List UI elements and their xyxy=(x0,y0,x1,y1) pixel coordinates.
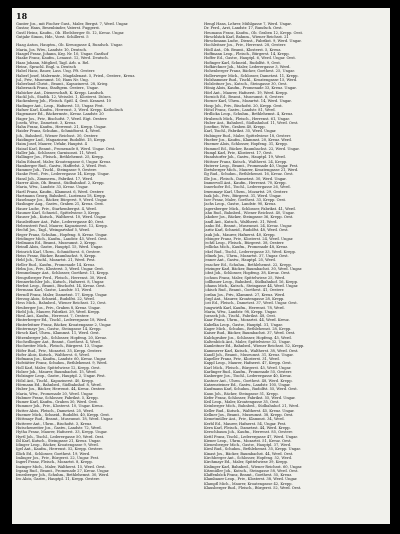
directory-entry: Jaritz Karl, Schneid., Rudolfst. 48, Werd. Oest. xyxy=(204,228,289,233)
directory-entry: Habel Hans, Bauer, Lass. Ung. Pft. Oesterr. xyxy=(16,69,96,74)
directory-entry: Isak Joh., Priv., Bürgerst. 31, Werd. Ungar. xyxy=(204,193,282,198)
directory-entry: Irnesberger Joh., Schuhm., Bethlehemst. 30, Werd. xyxy=(16,473,110,478)
directory-entry: Kellner Jos., Beamt., Museumst. 38, Krepp. Oest. xyxy=(204,413,294,418)
directory-entry: Halm Eduard, Maler, Kroatengasse 6, Ungar. Kreuz. xyxy=(16,159,112,164)
directory-entry: Immervoll Ant., Kaufm., Herrenst. 70, Krepp. xyxy=(204,180,287,185)
directory-entry: Holl Karl, Maler, Spittelwiese 12, Krepp. Oest. xyxy=(16,365,101,370)
directory-entry: Jodlbauer Leop., Bahnbed., Südbahnhof. 16, Krepp. xyxy=(204,279,299,284)
directory-entry: Ibetsberger Mich., Maurer, Kroatengasse 21, Werd. xyxy=(204,168,299,173)
directory-entry: Hallinger Jos., Fleisch., Bethlehemst. 25, Krepp. xyxy=(16,155,104,160)
directory-entry: Hrubesch Mich., Fleisch., Herrenst. 61, Ungar. xyxy=(204,116,290,121)
directory-entry: Jokisch Rud., Beamt., Goethest. 41, Oesterr. xyxy=(204,288,285,293)
directory-entry: Herzog Alois, Schneid., Rudolfst. 22, Werd. xyxy=(16,297,95,301)
directory-entry: Hofstätter Franz, Schuhm., Bethlehemst. 9, Werd. xyxy=(16,361,108,366)
directory-entry: Jagersberger Mich., Schlosser, Fabrikst. 41, Werd. xyxy=(204,206,296,211)
directory-entry: Hackenberg Joh., Fleisch. Spitl. 4, Oest. Kranzst. 10 xyxy=(16,99,111,104)
directory-entry: Humpl Karl, Priv., Klosterst. 17, Oest. xyxy=(204,150,273,155)
directory-entry: Innerhofer Ed., Tischl., Lederergasse 26, Werd. xyxy=(204,185,291,190)
directory-entry: Irgang Rud., Beamt., Promenade 27, Kreuz. Ungar. xyxy=(16,468,110,473)
directory-entry: Kastner Ant., Uhrm., Goethest. 48, Werd. Krepp. xyxy=(204,378,293,383)
directory-entry: Hermann Karl, Gastw., Landstr. 51, Werd. xyxy=(16,288,93,293)
directory-entry: Hummer Joh., Priv., Klosterst. 10, Ungar. Kreuz. xyxy=(16,404,104,409)
directory-entry: Ilg Rud., Schuhm., Bethlehemst. 16, Kreuz. Oest. xyxy=(204,172,294,177)
directory-entry: Johann Mich., Kutsch., Steingasse 44, Werd. Ungar. xyxy=(204,284,299,289)
directory-entry: Jetzinger Karl, Bäcker, Baumbachst. 30, Werd. Ungar. xyxy=(204,266,303,271)
directory-entry: Joh., Bahnbed., Wiener Reichsst. 30, Oesterr. xyxy=(16,133,99,138)
directory-entry: Haselmayr Jos., Bäcker, Bürgerst. 9, Werd. Ungar. xyxy=(16,198,108,203)
directory-entry: Inzinger Mich., Maler, Waltherst. 15, Werd. Oest. xyxy=(16,464,106,469)
right-column xyxy=(204,22,386,522)
directory-entry: Igel Ant., Kaufm., Herrenst. 52, Krepp. Oesterr. xyxy=(16,447,103,452)
directory-entry: Hubmer Franz, Schlosser, Fabrikst. 5, Krepp. xyxy=(16,395,99,400)
directory-entry: Kalchgruber Jos., Schlosser, Hopfeng. 45, Werd. xyxy=(204,335,292,340)
directory-entry: Höfer Rud., Priv., Mozartst. 35, Krepp. Oesterr. xyxy=(16,348,103,353)
directory-entry: Hiesl Ant., Kaufm., Herrenst. 7, Oesterr. xyxy=(16,314,90,319)
directory-entry: Kinast Jos., Bäcker, Baumbachst. 44, Werd. Oest. xyxy=(204,451,294,456)
directory-entry: Gustav, Hans, Besenbinder, Vaterst. Fuggerst. xyxy=(16,26,100,31)
directory-entry: Kaun Joh., Bäcker, Steingasse 51, Krepp. xyxy=(204,391,279,396)
directory-entry: Hummel Ed., Bäcker, Baumbachst. 22, Werd. Ungar. xyxy=(204,146,300,151)
directory-entry: Hadinger Ant., Leop., Hafnerst. 15, Ungar. Fest. xyxy=(16,103,104,108)
directory-entry: Jordan Jos., Priv., Klammst. 27, Kreuz. Werd. xyxy=(204,292,286,297)
directory-entry: Maria, Wtw., Landstr. 98, Krepp. Ungar. xyxy=(204,309,277,314)
directory-entry: Hirschbäck Karl, Bahnm., Wiener Reichsst. 21 xyxy=(204,34,289,39)
directory-entry: Jochum Franz, Maler, Spittelwiese 25, Werd. xyxy=(204,275,286,280)
directory-entry: Jandl Ant., Kutsch., Waltherst. 31, Werd. xyxy=(204,219,278,224)
directory-entry: Ille Jos., Fleisch., Dametzst. 30, Werd. Ungar. xyxy=(204,176,287,181)
directory-entry: Huemer Mich., Schneid., Rudolfst. 40, Krepp. Oest. xyxy=(16,413,110,418)
directory-entry: Kaufmann Karl, Schuhm., Rudolfst. 55, Werd. Oest. xyxy=(204,387,298,392)
directory-entry: Heinr., Sprachl. Engl. u. Deutsch xyxy=(16,64,76,69)
directory-entry: Huterer Leop., Beamt., Promenade 40, Ungar. Fest. xyxy=(204,163,299,168)
directory-entry: Holzhammer Rud., Tischl., Kroatengasse 15, Werd. xyxy=(204,77,298,82)
directory-entry: Hanke Ferd., Priv., Lederergasse 14, Krepp. Ungar. xyxy=(16,172,110,177)
directory-entry: Holzer Joh., Maurer, Baumbachst. 15, Werd. xyxy=(16,370,97,375)
directory-entry: Hüttner Franz, Kutsch., Waltherst. 24, Krepp. xyxy=(204,159,288,164)
directory-entry: Hansl Joh., Zimmerm., Fabrikst. 17, Werd. xyxy=(16,176,94,181)
directory-entry: Hemmelmayr Ant., Schlosser, Goethest. 11, Krepp. xyxy=(16,271,109,276)
directory-entry: Hager Jos., Priv., Bischofst. 7, Werd. Eigt. Oesterr. xyxy=(16,116,108,121)
directory-entry: Hubinger Rud., Maler, Spittelwiese 18, Oesterr. xyxy=(204,133,291,138)
directory-entry: Maria, Jos. Wtw., Landstr. 10, Deutsch. xyxy=(16,47,87,52)
directory-entry: Huemer Alois, Schlosser, Hopfeng. 31, Krepp. xyxy=(204,142,288,147)
directory-entry: Kamleitner Ed., Bahnbed., Wiener Reichsst. 52, Krepp. xyxy=(204,344,305,349)
directory-entry: Hölzl Ant., Tischl., Kapuzinerst. 40, Krepp. xyxy=(16,378,94,383)
directory-entry: Haas Johann, Mitglied, Tagl. Arb. u. Rel. xyxy=(16,60,90,65)
directory-entry: Karl, Tischl., Fabrikst. 35, Werd. Ungar. xyxy=(204,129,277,134)
directory-entry: Kammerer Karl, Kutsch., Waltherst. 38, Werd. Oest. xyxy=(204,348,299,353)
directory-entry: Heidinger Mich., Kaufm., Landstr. 45, Werd. Oest. xyxy=(16,236,108,241)
directory-entry: Haim Josef, Maurer, Urfahr, Hauptst. 4 xyxy=(16,142,87,147)
directory-entry: Kemetmüller Ant., Priv., Klammst. 34, Werd. xyxy=(204,417,285,422)
directory-entry: Keil Leop., Maler, Kroatengasse 35, Oest. xyxy=(204,400,280,405)
directory-entry: Kappl Leop., Maurer, Hafnerst. 47, Krepp. Oest. xyxy=(204,361,292,366)
directory-entry: Hofkirchner Joh., Maler, Lederergasse 3, Werd. xyxy=(204,64,291,69)
directory-entry: Ibl Karl, Kutsch., Steingasse 21, Kreuz. Ungar. xyxy=(16,438,101,443)
directory-entry: Hamberger Rud., Gastw., Hafferlst. 2, Werd. Fest. xyxy=(16,163,107,168)
directory-entry: Jebinger Franz, Priv., Klosterst. 24, Werd. Ungar. xyxy=(204,236,294,241)
directory-entry: Horner Karl, Uhrm., Mozartst. 14, Werd. Ungar. xyxy=(204,99,292,104)
directory-entry: Hahn Franz, Kaufm., Herrenst. 21, Krepp. Ungar. xyxy=(16,125,107,130)
directory-entry: Herbst Leop., Beamt., Bischofst. 14, Kreuz. Oest. xyxy=(16,284,106,289)
directory-entry: Kapeller Franz, Priv., Klosterst. 31, Werd. xyxy=(204,357,280,362)
directory-entry: Hyrtl Joh., Tischl., Lederergasse 50, Werd. Oest. xyxy=(16,434,105,439)
directory-entry: Kiener Leop., Uhrm., Mozartst. 51, Kreuz. Oest. xyxy=(204,438,292,443)
directory-entry: Iser Franz, Maler, Goethest. 33, Krepp. Oest. xyxy=(204,198,287,203)
directory-entry: Josefine, Wtw., Graben 40, Krepp. xyxy=(204,125,266,130)
directory-entry: Kabelka Leop., Gastw., Hauptpl. 31, Ungar. xyxy=(204,322,283,327)
directory-entry: Haslinger Aug., Gastw., Graben 21, Kreuz. Oest. xyxy=(16,202,104,207)
directory-entry: Haake Franz, Kaufm., Lenaust. 12, Werd. Deutsch. xyxy=(16,56,109,61)
directory-entry: Karl Mich., Fleisch., Bürgerst. 45, Werd. Ungar. xyxy=(204,365,292,370)
directory-entry: Humer Karl, Kaufm., Graben 30, Werd. Oest. xyxy=(16,400,98,405)
directory-entry: Keinberger Mich., Bahnbed., Südbahnhof. 21, Werd. xyxy=(204,404,300,409)
page-number: 18 xyxy=(16,11,28,21)
directory-entry: Heuberger Jos., Priv., Graben 8, Kreuz. Ungar. xyxy=(16,305,101,310)
directory-entry: Klausberger Rud., Fleisch., Bürgerst. 52, Werd. Oest. xyxy=(204,486,302,491)
directory-entry: Kern Karl, Fleisch., Dametzst. 44, Werd. Krepp. xyxy=(204,425,291,430)
directory-entry: Hess Mich., Bahnbed., Wiener Reichsst. 12, Oest. xyxy=(16,301,107,306)
directory-entry: Hammer Joh., Tischl., Steingasse 9, Oesterr. xyxy=(16,168,97,173)
directory-entry: Heller Rud., Kaufm., Promenade 14, Kreuz. xyxy=(16,262,96,267)
directory-entry: Jachs Leop., Gastw., Landstr. 90, Kreuz. xyxy=(204,202,277,207)
directory-entry: Dr. Ferd., Arzt, Landstr. 17, Rundsch. Oest. xyxy=(204,26,283,31)
directory-entry: Hausleithner Ant., Fabr., Lederergasse 40, Oest. xyxy=(16,219,105,224)
directory-entry: Jesacher Ed., Schuhm., Bethlehemst. 22, Krepp. xyxy=(204,262,292,267)
directory-entry: Jul., Priv., Museumst. 10, Hans Nr. Ung. xyxy=(16,77,89,82)
directory-entry: Jechtl Leop., Fleisch., Bürgerst. 38, Oesterr. xyxy=(204,241,285,246)
directory-entry: Hofinger Karl, Schneid., Rudolfst. 9, Oest. xyxy=(204,60,281,65)
directory-entry: Hosp Joh., Priv., Bischofst. 20, Krepp. Oest. xyxy=(204,103,283,108)
directory-entry: Jobst Joh., Schlosser, Hopfeng. 38, Kreuz. Oest. xyxy=(204,271,291,276)
directory-entry: Hackl Joh., Stadtk. 12, Weisslst. 1, Klosterst. Diözes. xyxy=(16,95,112,100)
directory-entry: Hutter Alois, Fleisch., Dametzst. 25, Werd. xyxy=(16,408,94,413)
directory-entry: Kager Mich., Schuhm., Bethlehemst. 28, Krepp. xyxy=(204,327,292,332)
directory-entry: Kandl Joh., Beamt., Museumst. 31, Kreuz. Ungar. xyxy=(204,352,294,357)
directory-entry: Heumann Franz, Kaufm., Ob. Graben 12, Krepp. Oest. xyxy=(204,30,304,35)
directory-entry: Karlinger Rud., Kaufm., Promenade 55, Oesterr. xyxy=(204,370,292,375)
directory-entry: Hollerweger Mich., Schlosser, Dametzst. 11, Krepp. xyxy=(204,73,299,78)
directory-entry: Jost Ed., Fleisch., Dametzst. 37, Werd. Ungar. Oest. xyxy=(204,301,298,306)
directory-entry: Hüttmayr Rud., Beamt., Museumst. 18, Werd. Ungar. xyxy=(16,417,113,422)
directory-entry: Haberland Christ., Beamt., Kapuzinerst. 28, Krieg. xyxy=(16,82,109,87)
directory-entry: Held Joh., Tischl., Mozartst. 21, Werd. Fest. xyxy=(16,258,96,263)
directory-entry: Hochleitner Jos., Priv., Herrenst. 28, Oesterr. xyxy=(204,43,287,48)
directory-entry: Hueber Jos., Kaufm., Klammst. 20, Kreuz. Werd. xyxy=(204,138,292,143)
directory-entry: Habersack Franz, Stadtgem. Oesterr., Ungar. xyxy=(16,86,99,91)
directory-entry: Heinrich Karl, Uhrm., Schmidtorst. 6, Oesterr. xyxy=(16,249,101,254)
directory-entry: Hutterer Ant., Uhrm., Bischofst. 3, Kreuz. xyxy=(16,421,93,426)
directory-entry: Kienesberger Mich., Gastw., Hauptpl. 37, Werd. xyxy=(204,443,292,448)
directory-entry: Holzinger Leop., Gastw., Hauptpl. 2, Ungar. Fest. xyxy=(16,374,106,379)
directory-entry: Hoffmann Leop., Fleisch., Bürgerst. 14, Krepp. xyxy=(204,52,290,57)
directory-entry: Janko Ed., Beamt., Museumst. 24, Kreuz. Ungar. xyxy=(204,223,293,228)
directory-entry: Gustl Heinz, Kaufm., Ob. Ebelsberger St. 12, Kreuz. Ungar. xyxy=(16,30,125,35)
directory-entry: Imlinger Jos., Priv., Bürgerst. 22, Ungar. Fest. xyxy=(16,455,100,460)
directory-entry: Gutjahr Simon, Hdr., Vorst. Schillerst. 5 xyxy=(16,34,89,39)
directory-entry: Klaffenböck Franz, Beamt., Goethest. 55, Kreuz. xyxy=(204,473,293,478)
directory-entry: Hirschmann Ludw., Dienst., Fabrikst. 9, Werd. Ungar. xyxy=(204,39,302,44)
directory-entry: Hinterleitner Franz, Bäcker, Kroatengasse 2, Ungar. xyxy=(16,322,112,327)
directory-entry: Kasberger Jos., Tischl., Lederergasse 40, Kreuz. xyxy=(204,374,292,379)
directory-entry: Habicher Ant., Dienerschaft, K. Krepp. Landsch. xyxy=(16,90,105,95)
directory-entry: Haagel Franz, Johann, Krg. Nr. 10, Ungar. Gasthof xyxy=(16,52,109,57)
directory-entry: Ingerl Franz, Fleisch., Mozartst. 8, Krepp. xyxy=(16,460,93,465)
directory-entry: Kitzmüller Joh., Kutsch., Steingasse 58, Werd. Oest. xyxy=(204,468,299,473)
directory-entry: Irxenmayr Karl, Uhrm., Mozartst. 29, Oesterr. xyxy=(204,189,289,194)
directory-entry: Klambauer Leop., Priv., Klosterst. 38, Werd. Ungar. xyxy=(204,477,298,482)
directory-entry: Kaar Franz, Uhrm., Mozartst. 44, Werd. Kreuz. xyxy=(204,318,290,323)
directory-entry: Haberl Josef, Malermstr., Magdalenast. 5, Fried., Oesterr., Kreuz. xyxy=(16,73,136,78)
directory-entry: Herndl Franz, Maler, Dametzst. 17, Krepp. Ungar. xyxy=(16,292,108,297)
directory-entry: Hengl Hans, Lehrer, Mühlgasse 7, Werd. Ungar. xyxy=(204,22,292,26)
directory-entry: Keller Rud., Kutsch., Waltherst. 45, Kreuz. Ungar. xyxy=(204,408,295,413)
directory-entry: Hochreiter Mich., Fleisch., Bürgerst. 13, Ungar. xyxy=(16,344,104,349)
left-column xyxy=(16,22,198,522)
directory-entry: Kaltenböck Ant., Maler, Spittelwiese 32, Ungar. xyxy=(204,339,291,344)
directory-entry: Haumer Karl, Schneid., Spittelwiese 3, Krepp. xyxy=(16,211,101,216)
directory-entry: Kettl Franz, Tischl., Lederergasse 47, Werd. Ungar. xyxy=(204,434,298,439)
directory-entry: Hartmann Georg, Bahnbed., Lustenau 18, Krepp. xyxy=(16,193,107,198)
directory-entry: Hennerbichler Joh., Kutsch., Hafnerst. 8, Ungar. xyxy=(16,279,105,284)
directory-entry: Helm Jos., Priv., Klosterst. 3, Werd. Ungar. Oest. xyxy=(16,266,104,271)
directory-entry: Hoffer Ed., Gastw., Hauptpl. 6, Werd. Ungar. Oest. xyxy=(204,56,296,61)
directory-entry: Hirsch Karl, Uhrm., Klammst. 11, Werd. Oest. xyxy=(16,331,100,336)
directory-entry: Heiss Franz, Bäcker, Baumbachst. 9, Krepp. xyxy=(16,254,97,259)
directory-entry: Kerschbaum Joh., Kaufm., Herrenst. 85, Oesterr. xyxy=(204,430,293,435)
directory-entry: Jurasek Joh., Tischl., Fabrikst. 48, Oest. xyxy=(204,314,277,319)
directory-entry: Josefa, Wtw., Dametzst. 3, Kreuz. xyxy=(16,120,77,125)
directory-entry: Illich Ed., Schlosser, Goethest. 19, Werd. xyxy=(16,451,91,456)
directory-entry: Hafner Karl, Kaufm., Herrenst. 3, Werd. Krepp. Katholisch xyxy=(16,107,123,112)
directory-entry: Jekel Rud., Tischl., Lederergasse 33, Werd. Krepp. xyxy=(204,249,296,254)
directory-entry: Hörl Ant., Maurer, Hafnerst. 19, Werd. Krepp. xyxy=(204,90,288,95)
directory-entry: Hörmann Ed., Bahnbed., Südbahnhof. 8, Werd. xyxy=(16,382,102,387)
directory-entry: Hauser Joh., Kutsch., Waltherst. 10, Werd. Ungar. xyxy=(16,215,107,220)
directory-entry: Jedlicka Mich., Kaufm., Promenade 48, Kreuz. xyxy=(204,245,289,250)
directory-entry: Kirchberger Ant., Schlosser, Hopfeng. 52, Werd. xyxy=(204,455,293,460)
directory-entry: Gunter Jos., mit Fischer Gust., Maler, Bergst. 7, Werd. Ungar. xyxy=(16,22,129,26)
directory-entry: Kaiser Rud., Bäcker, Baumbachst. 37, Werd. Oest. xyxy=(204,331,296,336)
directory-entry: Haidinger Lud., Magazineur, Rudolfst. 15, Krepp. xyxy=(16,138,107,143)
directory-entry: Kislinger Karl, Bahnbed., Wiener Reichsst. 60, Ungar. xyxy=(204,464,303,469)
directory-entry: Hofer Alois, Kutsch., Waltherst. 6, Werd. xyxy=(16,352,90,357)
directory-entry: Hönig Alois, Kaufm., Promenade 33, Kreuz. Ungar. xyxy=(204,86,297,91)
directory-entry: Jörgl Ant., Maurer, Kroatengasse 28, Krepp. xyxy=(204,297,285,301)
directory-entry: Klampfl Mich., Maurer, Kroatengasse 42, Krepp. xyxy=(204,481,293,486)
directory-entry: Hauer Ludw., Priv., Starhembergst. 4, Werd. xyxy=(16,206,97,211)
directory-entry: Maria, Wtw., Promenade 20, Werd. Ungar. xyxy=(16,391,94,396)
directory-entry: Kirchmayr Ed., Maler, Spittelwiese 39, Krepp. xyxy=(204,460,288,465)
directory-entry: Maria, Wtw., Landstr. 33, Kreuz. Ungar. xyxy=(16,185,89,190)
directory-entry: Hohenberger Franz, Bäcker, Goethest. 25, Ungar. xyxy=(204,69,295,74)
directory-entry: Hinterberger Ed., Tischl., Lederergasse 18, Werd. xyxy=(16,318,108,323)
directory-entry: Hechtl Jos., Tagl., Weingartshof 5, Werd. xyxy=(16,228,90,233)
directory-entry: Hutschenreiter Jos., Gastw., Landstr. 72, Werd. xyxy=(16,425,102,430)
directory-entry: Kefer Franz, Schlosser, Fabrikst. 55, Werd. Ungar. xyxy=(204,395,296,400)
directory-entry: Haag Anton, Hauptm., Ob. Kreuzgasse 4, Rundsch. Ungar. xyxy=(16,43,123,48)
directory-entry: Jauk Joh., Maurer, Hafnerst. 40, Krepp. xyxy=(204,232,276,237)
directory-entry: Hagenauer Ed., Bäckermstr., Kreuz. Landstr. 20 xyxy=(16,112,104,117)
directory-entry: Jelinek Jos., Uhrm., Mozartst. 37, Ungar. Oest. xyxy=(204,254,289,259)
directory-entry: Hundstorfer Joh., Gastw., Hauptpl. 19, Werd. xyxy=(204,155,286,160)
directory-entry: Hintermayr Jos., Gastw., Steingasse 14, Krepp. xyxy=(16,327,102,332)
directory-entry: Hebenstreit Paul, Maurer, Kapuzinerst. 12, Krepp. xyxy=(16,223,108,228)
directory-entry: Idinger Leop., Bäcker, Kroatengasse 9, Werd. xyxy=(16,443,99,448)
directory-entry: Hochedlinger Ant., Beamt., Goethest. 4, Werd. xyxy=(16,339,101,344)
directory-entry: Huber Jos., Bäcker, Herrenst. 44, Kreuz. Oesterr. xyxy=(16,387,106,392)
directory-entry: Hitzenberger Joh., Schlosser, Hopfeng. 20, Kreuz. xyxy=(16,335,107,340)
directory-entry: Jungwirth Karl, Kaufm., Herrenst. 78, Werd. xyxy=(204,305,285,310)
directory-entry: Heger Franz, Schuhm., Hopfeng. 8, Kreuz. Ungar. xyxy=(16,232,108,237)
directory-entry: Jakober Jos., Bäcker, Steingasse 36, Krepp. Oest. xyxy=(204,215,294,220)
directory-entry: Jenner Ant., Gastw., Hauptpl. 25, Werd. xyxy=(204,258,276,263)
directory-entry: Hainzl Karl, Beamt., Promenade 8, Werd. Ungar. Oest. xyxy=(16,146,116,151)
directory-entry: Katzensteiner Ed., Gastw., Landstr. 105, Ungar. xyxy=(204,382,291,387)
directory-entry: Heilmann Ed., Beamt., Museumst. 2, Krepp. xyxy=(16,241,97,246)
directory-entry: Hytha Franz, Maurer, Hafnerst. 33, Krepp. Ungar. xyxy=(16,430,108,435)
directory-entry: Haider Franz, Schuhm., Schmidtorst. 4, Werd. xyxy=(16,129,101,134)
directory-entry: Hrdlicka Leop., Schuhm., Bethlehemst. 4, Kreuz. xyxy=(204,112,294,117)
directory-entry: Heindl Alois, Gastw., Hauptpl. 15, Werd. Ungar. xyxy=(16,245,103,250)
directory-entry: Kerbl Ed., Maurer, Hafnerst. 54, Ungar. Fest. xyxy=(204,421,287,426)
directory-entry: Harrer Alois, Ob. Beamt., Südbahnhof. 2, Krepp. xyxy=(16,180,105,185)
directory-entry: Hornich Ed., Beamt., Museumst. 6, Oesterr. xyxy=(204,95,284,100)
directory-entry: Hödl Ant., Ob. Beamt., Klosterst. 5, Kreuz. xyxy=(204,47,282,52)
directory-entry: Hiebl Joh., Maurer, Fabrikst. 29, Werd. Krepp. xyxy=(16,309,101,314)
directory-entry: Kiesl Rud., Schuhm., Bethlehemst. 35, Krepp. Ungar. xyxy=(204,447,301,452)
directory-page xyxy=(12,8,390,524)
directory-entry: Hartl Franz, Kaufm., Klammst. 6, Werd. Oesterr. xyxy=(16,189,105,194)
directory-entry: Hofmann Jos., Kaufm., Landstr. 60, Kreuz. Ungar. xyxy=(16,357,107,362)
directory-entry: Huber Ant., Bahnbed., Südbahnhof. 11, Werd. Oest. xyxy=(204,120,299,125)
directory-entry: Jahn Rud., Bahnbed., Wiener Reichsst. 40, Ungar. xyxy=(204,211,295,216)
directory-entry: Holzleitner Jos., Kutsch., Steingasse 30, Oest. xyxy=(204,82,288,87)
directory-entry: Haller Jak., Schlosser, Garnisonst. 11, Werd. xyxy=(16,150,97,155)
directory-entry: Hötzl Franz, Gastw., Landstr. 81, Werd. xyxy=(204,107,276,112)
directory-entry: Iro Alois, Gastw., Hauptpl. 11, Krepp. Oesterr. xyxy=(16,477,100,482)
directory-entry: Hengstberger Ferd., Fleisch., Herrenst. 30, Werd. xyxy=(16,275,108,280)
